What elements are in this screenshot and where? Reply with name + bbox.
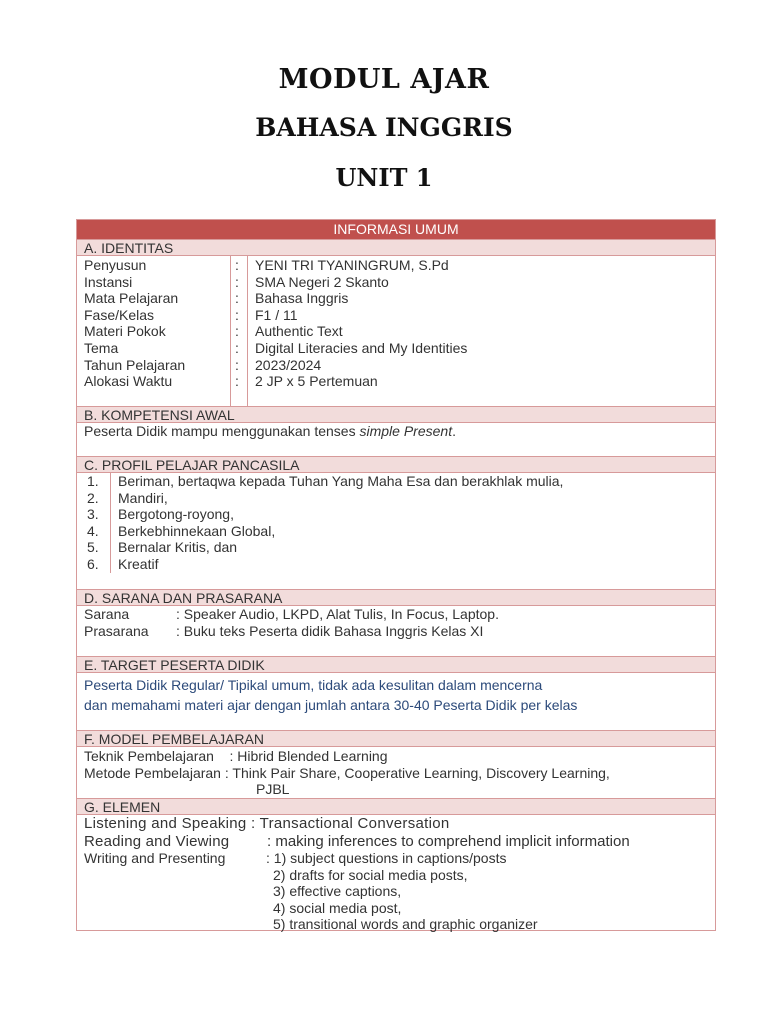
profil-item-number: 4. <box>87 522 99 539</box>
identitas-label: Tema <box>84 340 119 356</box>
profil-item-number: 1. <box>87 473 99 489</box>
section-heading-profil: C. PROFIL PELAJAR PANCASILA <box>77 456 715 473</box>
identitas-separator: : <box>235 323 239 340</box>
identitas-label: Mata Pelajaran <box>84 290 179 307</box>
section-heading-target: E. TARGET PESERTA DIDIK <box>77 656 715 673</box>
profil-item-text: Beriman, bertaqwa kepada Tuhan Yang Maha Esa dan berakhlak mulia, <box>118 473 564 489</box>
elemen-writing-item: 3) effective captions, <box>273 883 402 899</box>
elemen-writing-item: 5) transitional words and graphic organizer <box>273 916 538 932</box>
info-table <box>76 219 716 931</box>
identitas-label: Alokasi Waktu <box>84 373 173 390</box>
identitas-separator: : <box>235 356 239 373</box>
prasarana-label: Prasarana <box>84 623 149 639</box>
identitas-label: Instansi <box>84 273 133 290</box>
column-divider <box>247 256 248 406</box>
identitas-separator: : <box>235 373 239 390</box>
identitas-separator: : <box>235 257 239 273</box>
unit-title: UNIT 1 <box>335 163 433 192</box>
elemen-reading-value: : making inferences to comprehend implicit information <box>267 833 630 850</box>
kompetensi-end: . <box>452 423 456 439</box>
target-line-2: dan memahami materi ajar dengan jumlah antara 30-40 Peserta Didik per kelas <box>84 697 578 713</box>
section-heading-elemen: G. ELEMEN <box>77 798 715 815</box>
profil-item-number: 3. <box>87 506 99 522</box>
elemen-listening: Listening and Speaking : Transactional Conversation <box>84 815 450 832</box>
identitas-value: YENI TRI TYANINGRUM, S.Pd <box>255 257 449 273</box>
identitas-value: Bahasa Inggris <box>255 290 349 307</box>
kompetensi-italic: simple Present <box>359 423 453 439</box>
elemen-writing-item: 4) social media post, <box>273 900 402 916</box>
identitas-label: Materi Pokok <box>84 323 166 340</box>
identitas-value: F1 / 11 <box>255 306 298 323</box>
module-title: MODUL AJAR <box>278 64 490 95</box>
profil-item-number: 2. <box>87 489 99 506</box>
profil-item-number: 5. <box>87 539 99 555</box>
section-heading-sarana: D. SARANA DAN PRASARANA <box>77 589 715 606</box>
elemen-writing-label: Writing and Presenting <box>84 850 226 866</box>
info-header: INFORMASI UMUM <box>77 220 715 239</box>
section-heading-identitas: A. IDENTITAS <box>77 239 715 256</box>
profil-item-text: Bergotong-royong, <box>118 506 234 522</box>
model-line-1: Teknik Pembelajaran : Hibrid Blended Learning <box>84 748 388 764</box>
kompetensi-text <box>84 423 456 440</box>
identitas-value: SMA Negeri 2 Skanto <box>255 273 389 290</box>
identitas-separator: : <box>235 306 239 323</box>
profil-item-text: Mandiri, <box>118 489 168 506</box>
elemen-writing-item: : 1) subject questions in captions/posts <box>266 850 507 866</box>
section-heading-kompetensi: B. KOMPETENSI AWAL <box>77 406 715 423</box>
column-divider <box>230 256 231 406</box>
kompetensi-plain: Peserta Didik mampu menggunakan tenses <box>84 423 360 439</box>
identitas-label: Penyusun <box>84 257 147 273</box>
identitas-separator: : <box>235 290 239 307</box>
identitas-value: 2 JP x 5 Pertemuan <box>255 373 378 390</box>
section-heading-model: F. MODEL PEMBELAJARAN <box>77 730 715 747</box>
model-line-3: PJBL <box>256 781 290 797</box>
profil-item-text: Kreatif <box>118 555 159 572</box>
profil-item-text: Berkebhinnekaan Global, <box>118 522 276 539</box>
subject-title: BAHASA INGGRIS <box>255 113 513 142</box>
identitas-separator: : <box>235 273 239 290</box>
identitas-value: Authentic Text <box>255 323 343 340</box>
identitas-separator: : <box>235 340 239 356</box>
profil-item-text: Bernalar Kritis, dan <box>118 539 238 555</box>
prasarana-value: : Buku teks Peserta didik Bahasa Inggris Kelas XI <box>176 623 484 639</box>
profil-item-number: 6. <box>87 555 99 572</box>
identitas-value: 2023/2024 <box>255 356 322 373</box>
identitas-label: Fase/Kelas <box>84 306 155 323</box>
identitas-label: Tahun Pelajaran <box>84 356 186 373</box>
sarana-value: : Speaker Audio, LKPD, Alat Tulis, In Focus, Laptop. <box>176 606 499 622</box>
model-line-2: Metode Pembelajaran : Think Pair Share, Cooperative Learning, Discovery Learning, <box>84 765 610 781</box>
elemen-writing-item: 2) drafts for social media posts, <box>273 867 468 883</box>
sarana-label: Sarana <box>84 606 130 622</box>
target-line-1: Peserta Didik Regular/ Tipikal umum, tidak ada kesulitan dalam mencerna <box>84 677 543 693</box>
column-divider <box>110 473 111 573</box>
identitas-value: Digital Literacies and My Identities <box>255 340 468 356</box>
elemen-reading-label: Reading and Viewing <box>84 833 230 850</box>
